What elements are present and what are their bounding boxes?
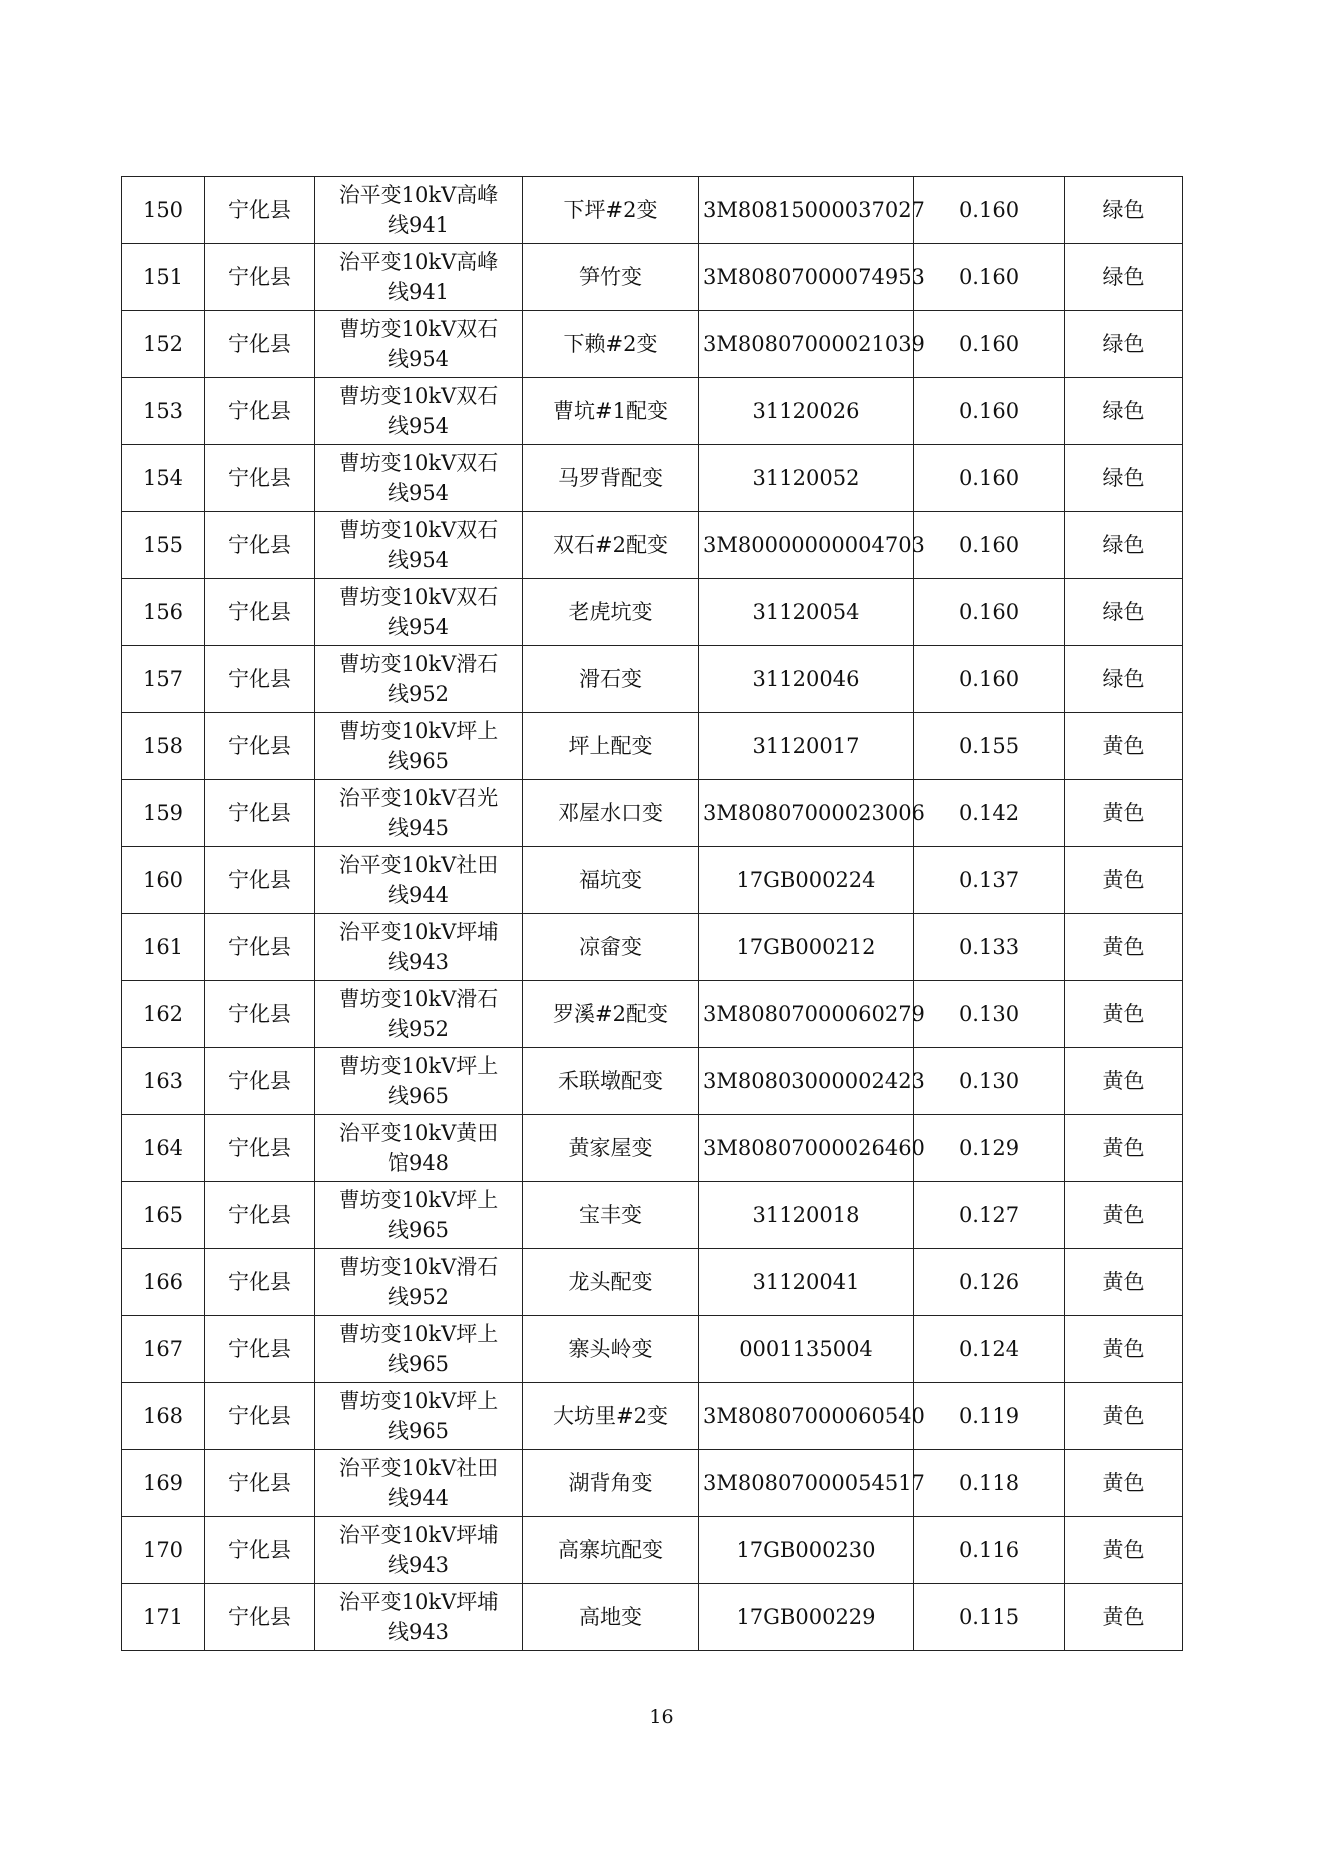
table-row <box>122 1383 1183 1450</box>
table-row <box>122 1048 1183 1115</box>
line-name-part: 治平变10kV坪埔 <box>338 1523 499 1547</box>
line-name-part: 线952 <box>387 1017 450 1041</box>
line-name-cell <box>315 1383 523 1450</box>
value-cell: 0.124 <box>914 1316 1065 1383</box>
color-level-cell: 黄色 <box>1065 981 1183 1048</box>
line-name-cell <box>315 1249 523 1316</box>
value-cell: 0.130 <box>914 981 1065 1048</box>
line-name-part: 曹坊变10kV双石 <box>338 317 499 341</box>
table-row <box>122 981 1183 1048</box>
asset-code-cell: 31120054 <box>699 579 914 646</box>
data-table <box>121 176 1183 1651</box>
line-name-part: 线965 <box>387 1352 450 1376</box>
line-name-part: 线954 <box>387 481 450 505</box>
county-cell: 宁化县 <box>205 713 315 780</box>
table-row <box>122 1182 1183 1249</box>
transformer-name-cell: 笋竹变 <box>523 244 699 311</box>
transformer-name-cell: 滑石变 <box>523 646 699 713</box>
line-name-part: 曹坊变10kV坪上 <box>338 1322 499 1346</box>
line-name-cell <box>315 1316 523 1383</box>
color-level-cell: 绿色 <box>1065 512 1183 579</box>
asset-code-cell: 3M80807000021039 <box>699 311 914 378</box>
value-cell: 0.155 <box>914 713 1065 780</box>
county-cell: 宁化县 <box>205 579 315 646</box>
line-name-cell <box>315 378 523 445</box>
line-name-part: 治平变10kV召光 <box>338 786 499 810</box>
transformer-name-cell: 下坪#2变 <box>523 177 699 244</box>
value-cell: 0.119 <box>914 1383 1065 1450</box>
asset-code-cell: 3M80000000004703 <box>699 512 914 579</box>
table-row <box>122 646 1183 713</box>
line-name-cell <box>315 847 523 914</box>
row-number-cell: 163 <box>122 1048 205 1115</box>
line-name-cell <box>315 1584 523 1651</box>
row-number-cell: 156 <box>122 579 205 646</box>
transformer-name-cell: 罗溪#2配变 <box>523 981 699 1048</box>
table-row <box>122 713 1183 780</box>
color-level-cell: 黄色 <box>1065 1517 1183 1584</box>
row-number-cell: 167 <box>122 1316 205 1383</box>
row-number-cell: 151 <box>122 244 205 311</box>
line-name-part: 治平变10kV坪埔 <box>338 920 499 944</box>
value-cell: 0.130 <box>914 1048 1065 1115</box>
line-name-cell <box>315 1182 523 1249</box>
page-number: 16 <box>649 1706 674 1728</box>
transformer-name-cell: 老虎坑变 <box>523 579 699 646</box>
county-cell: 宁化县 <box>205 1316 315 1383</box>
color-level-cell: 黄色 <box>1065 1048 1183 1115</box>
table-row <box>122 579 1183 646</box>
value-cell: 0.118 <box>914 1450 1065 1517</box>
line-name-part: 线954 <box>387 414 450 438</box>
transformer-name-cell: 禾联墩配变 <box>523 1048 699 1115</box>
asset-code-cell: 3M80807000074953 <box>699 244 914 311</box>
row-number-cell: 161 <box>122 914 205 981</box>
line-name-part: 曹坊变10kV滑石 <box>338 652 499 676</box>
color-level-cell: 黄色 <box>1065 1249 1183 1316</box>
color-level-cell: 黄色 <box>1065 914 1183 981</box>
asset-code-cell: 17GB000212 <box>699 914 914 981</box>
line-name-part: 曹坊变10kV双石 <box>338 585 499 609</box>
color-level-cell: 绿色 <box>1065 579 1183 646</box>
table-row <box>122 1450 1183 1517</box>
line-name-part: 线944 <box>387 883 450 907</box>
line-name-part: 曹坊变10kV双石 <box>338 518 499 542</box>
line-name-part: 线943 <box>387 1620 450 1644</box>
transformer-name-cell: 高寨坑配变 <box>523 1517 699 1584</box>
value-cell: 0.160 <box>914 311 1065 378</box>
line-name-part: 线941 <box>387 280 450 304</box>
transformer-name-cell: 黄家屋变 <box>523 1115 699 1182</box>
line-name-cell <box>315 1450 523 1517</box>
color-level-cell: 黄色 <box>1065 847 1183 914</box>
table-row <box>122 780 1183 847</box>
color-level-cell: 黄色 <box>1065 1450 1183 1517</box>
line-name-cell <box>315 177 523 244</box>
transformer-name-cell: 宝丰变 <box>523 1182 699 1249</box>
transformer-name-cell: 大坊里#2变 <box>523 1383 699 1450</box>
asset-code-cell: 3M80807000060279 <box>699 981 914 1048</box>
value-cell: 0.160 <box>914 177 1065 244</box>
value-cell: 0.142 <box>914 780 1065 847</box>
row-number-cell: 154 <box>122 445 205 512</box>
line-name-part: 曹坊变10kV滑石 <box>338 987 499 1011</box>
value-cell: 0.160 <box>914 378 1065 445</box>
row-number-cell: 170 <box>122 1517 205 1584</box>
line-name-cell <box>315 244 523 311</box>
color-level-cell: 绿色 <box>1065 244 1183 311</box>
value-cell: 0.160 <box>914 512 1065 579</box>
value-cell: 0.116 <box>914 1517 1065 1584</box>
line-name-part: 曹坊变10kV双石 <box>338 384 499 408</box>
county-cell: 宁化县 <box>205 1115 315 1182</box>
county-cell: 宁化县 <box>205 1048 315 1115</box>
color-level-cell: 黄色 <box>1065 1182 1183 1249</box>
county-cell: 宁化县 <box>205 244 315 311</box>
asset-code-cell: 17GB000230 <box>699 1517 914 1584</box>
row-number-cell: 150 <box>122 177 205 244</box>
line-name-part: 治平变10kV黄田 <box>338 1121 499 1145</box>
line-name-cell <box>315 1048 523 1115</box>
line-name-part: 线954 <box>387 615 450 639</box>
line-name-cell <box>315 579 523 646</box>
value-cell: 0.160 <box>914 646 1065 713</box>
county-cell: 宁化县 <box>205 981 315 1048</box>
color-level-cell: 绿色 <box>1065 311 1183 378</box>
transformer-name-cell: 湖背角变 <box>523 1450 699 1517</box>
line-name-part: 线954 <box>387 548 450 572</box>
line-name-part: 线943 <box>387 1553 450 1577</box>
asset-code-cell: 31120017 <box>699 713 914 780</box>
color-level-cell: 黄色 <box>1065 1316 1183 1383</box>
table-row <box>122 1584 1183 1651</box>
line-name-part: 线965 <box>387 1084 450 1108</box>
county-cell: 宁化县 <box>205 1182 315 1249</box>
county-cell: 宁化县 <box>205 1383 315 1450</box>
line-name-part: 治平变10kV社田 <box>338 1456 499 1480</box>
table-row <box>122 914 1183 981</box>
transformer-name-cell: 坪上配变 <box>523 713 699 780</box>
table-row <box>122 847 1183 914</box>
value-cell: 0.160 <box>914 579 1065 646</box>
row-number-cell: 157 <box>122 646 205 713</box>
table-row <box>122 512 1183 579</box>
line-name-part: 曹坊变10kV坪上 <box>338 1054 499 1078</box>
table-row <box>122 1115 1183 1182</box>
line-name-cell <box>315 914 523 981</box>
color-level-cell: 黄色 <box>1065 780 1183 847</box>
line-name-part: 曹坊变10kV滑石 <box>338 1255 499 1279</box>
asset-code-cell: 31120046 <box>699 646 914 713</box>
asset-code-cell: 0001135004 <box>699 1316 914 1383</box>
asset-code-cell: 3M80815000037027 <box>699 177 914 244</box>
asset-code-cell: 31120018 <box>699 1182 914 1249</box>
color-level-cell: 绿色 <box>1065 646 1183 713</box>
row-number-cell: 158 <box>122 713 205 780</box>
table-row <box>122 378 1183 445</box>
table-row <box>122 1517 1183 1584</box>
county-cell: 宁化县 <box>205 378 315 445</box>
line-name-cell <box>315 1517 523 1584</box>
line-name-part: 治平变10kV坪埔 <box>338 1590 499 1614</box>
county-cell: 宁化县 <box>205 646 315 713</box>
transformer-name-cell: 邓屋水口变 <box>523 780 699 847</box>
transformer-name-cell: 双石#2配变 <box>523 512 699 579</box>
table-row <box>122 1316 1183 1383</box>
color-level-cell: 绿色 <box>1065 445 1183 512</box>
line-name-part: 曹坊变10kV坪上 <box>338 1389 499 1413</box>
value-cell: 0.127 <box>914 1182 1065 1249</box>
value-cell: 0.160 <box>914 244 1065 311</box>
line-name-cell <box>315 311 523 378</box>
row-number-cell: 153 <box>122 378 205 445</box>
row-number-cell: 155 <box>122 512 205 579</box>
color-level-cell: 绿色 <box>1065 177 1183 244</box>
line-name-cell <box>315 1115 523 1182</box>
transformer-name-cell: 龙头配变 <box>523 1249 699 1316</box>
color-level-cell: 黄色 <box>1065 713 1183 780</box>
transformer-name-cell: 寨头岭变 <box>523 1316 699 1383</box>
line-name-cell <box>315 780 523 847</box>
line-name-part: 治平变10kV高峰 <box>338 250 499 274</box>
table-row <box>122 177 1183 244</box>
table-row <box>122 1249 1183 1316</box>
county-cell: 宁化县 <box>205 847 315 914</box>
line-name-part: 线943 <box>387 950 450 974</box>
line-name-cell <box>315 512 523 579</box>
row-number-cell: 164 <box>122 1115 205 1182</box>
line-name-part: 治平变10kV社田 <box>338 853 499 877</box>
row-number-cell: 160 <box>122 847 205 914</box>
color-level-cell: 绿色 <box>1065 378 1183 445</box>
line-name-part: 线965 <box>387 1218 450 1242</box>
line-name-cell <box>315 981 523 1048</box>
row-number-cell: 169 <box>122 1450 205 1517</box>
transformer-name-cell: 曹坑#1配变 <box>523 378 699 445</box>
transformer-name-cell: 下赖#2变 <box>523 311 699 378</box>
line-name-part: 线952 <box>387 682 450 706</box>
asset-code-cell: 3M80807000054517 <box>699 1450 914 1517</box>
transformer-name-cell: 凉畲变 <box>523 914 699 981</box>
asset-code-cell: 31120026 <box>699 378 914 445</box>
value-cell: 0.115 <box>914 1584 1065 1651</box>
asset-code-cell: 17GB000229 <box>699 1584 914 1651</box>
table-body <box>122 177 1183 1651</box>
transformer-name-cell: 福坑变 <box>523 847 699 914</box>
line-name-part: 线941 <box>387 213 450 237</box>
line-name-part: 馆948 <box>387 1151 450 1175</box>
line-name-part: 线944 <box>387 1486 450 1510</box>
row-number-cell: 152 <box>122 311 205 378</box>
county-cell: 宁化县 <box>205 445 315 512</box>
county-cell: 宁化县 <box>205 914 315 981</box>
value-cell: 0.133 <box>914 914 1065 981</box>
table-row <box>122 311 1183 378</box>
line-name-part: 线965 <box>387 749 450 773</box>
transformer-name-cell: 马罗背配变 <box>523 445 699 512</box>
asset-code-cell: 3M80807000060540 <box>699 1383 914 1450</box>
transformer-name-cell: 高地变 <box>523 1584 699 1651</box>
asset-code-cell: 31120052 <box>699 445 914 512</box>
color-level-cell: 黄色 <box>1065 1383 1183 1450</box>
value-cell: 0.129 <box>914 1115 1065 1182</box>
row-number-cell: 159 <box>122 780 205 847</box>
asset-code-cell: 3M80803000002423 <box>699 1048 914 1115</box>
line-name-part: 曹坊变10kV坪上 <box>338 1188 499 1212</box>
county-cell: 宁化县 <box>205 1517 315 1584</box>
value-cell: 0.160 <box>914 445 1065 512</box>
line-name-cell <box>315 445 523 512</box>
county-cell: 宁化县 <box>205 780 315 847</box>
line-name-cell <box>315 713 523 780</box>
value-cell: 0.137 <box>914 847 1065 914</box>
color-level-cell: 黄色 <box>1065 1115 1183 1182</box>
county-cell: 宁化县 <box>205 1450 315 1517</box>
line-name-part: 线945 <box>387 816 450 840</box>
county-cell: 宁化县 <box>205 512 315 579</box>
asset-code-cell: 17GB000224 <box>699 847 914 914</box>
line-name-part: 治平变10kV高峰 <box>338 183 499 207</box>
line-name-part: 曹坊变10kV坪上 <box>338 719 499 743</box>
table-row <box>122 244 1183 311</box>
county-cell: 宁化县 <box>205 311 315 378</box>
asset-code-cell: 3M80807000023006 <box>699 780 914 847</box>
value-cell: 0.126 <box>914 1249 1065 1316</box>
line-name-part: 线952 <box>387 1285 450 1309</box>
county-cell: 宁化县 <box>205 1584 315 1651</box>
line-name-part: 线965 <box>387 1419 450 1443</box>
asset-code-cell: 3M80807000026460 <box>699 1115 914 1182</box>
asset-code-cell: 31120041 <box>699 1249 914 1316</box>
line-name-cell <box>315 646 523 713</box>
color-level-cell: 黄色 <box>1065 1584 1183 1651</box>
county-cell: 宁化县 <box>205 1249 315 1316</box>
row-number-cell: 165 <box>122 1182 205 1249</box>
row-number-cell: 168 <box>122 1383 205 1450</box>
line-name-part: 线954 <box>387 347 450 371</box>
table-row <box>122 445 1183 512</box>
county-cell: 宁化县 <box>205 177 315 244</box>
line-name-part: 曹坊变10kV双石 <box>338 451 499 475</box>
row-number-cell: 171 <box>122 1584 205 1651</box>
row-number-cell: 166 <box>122 1249 205 1316</box>
row-number-cell: 162 <box>122 981 205 1048</box>
